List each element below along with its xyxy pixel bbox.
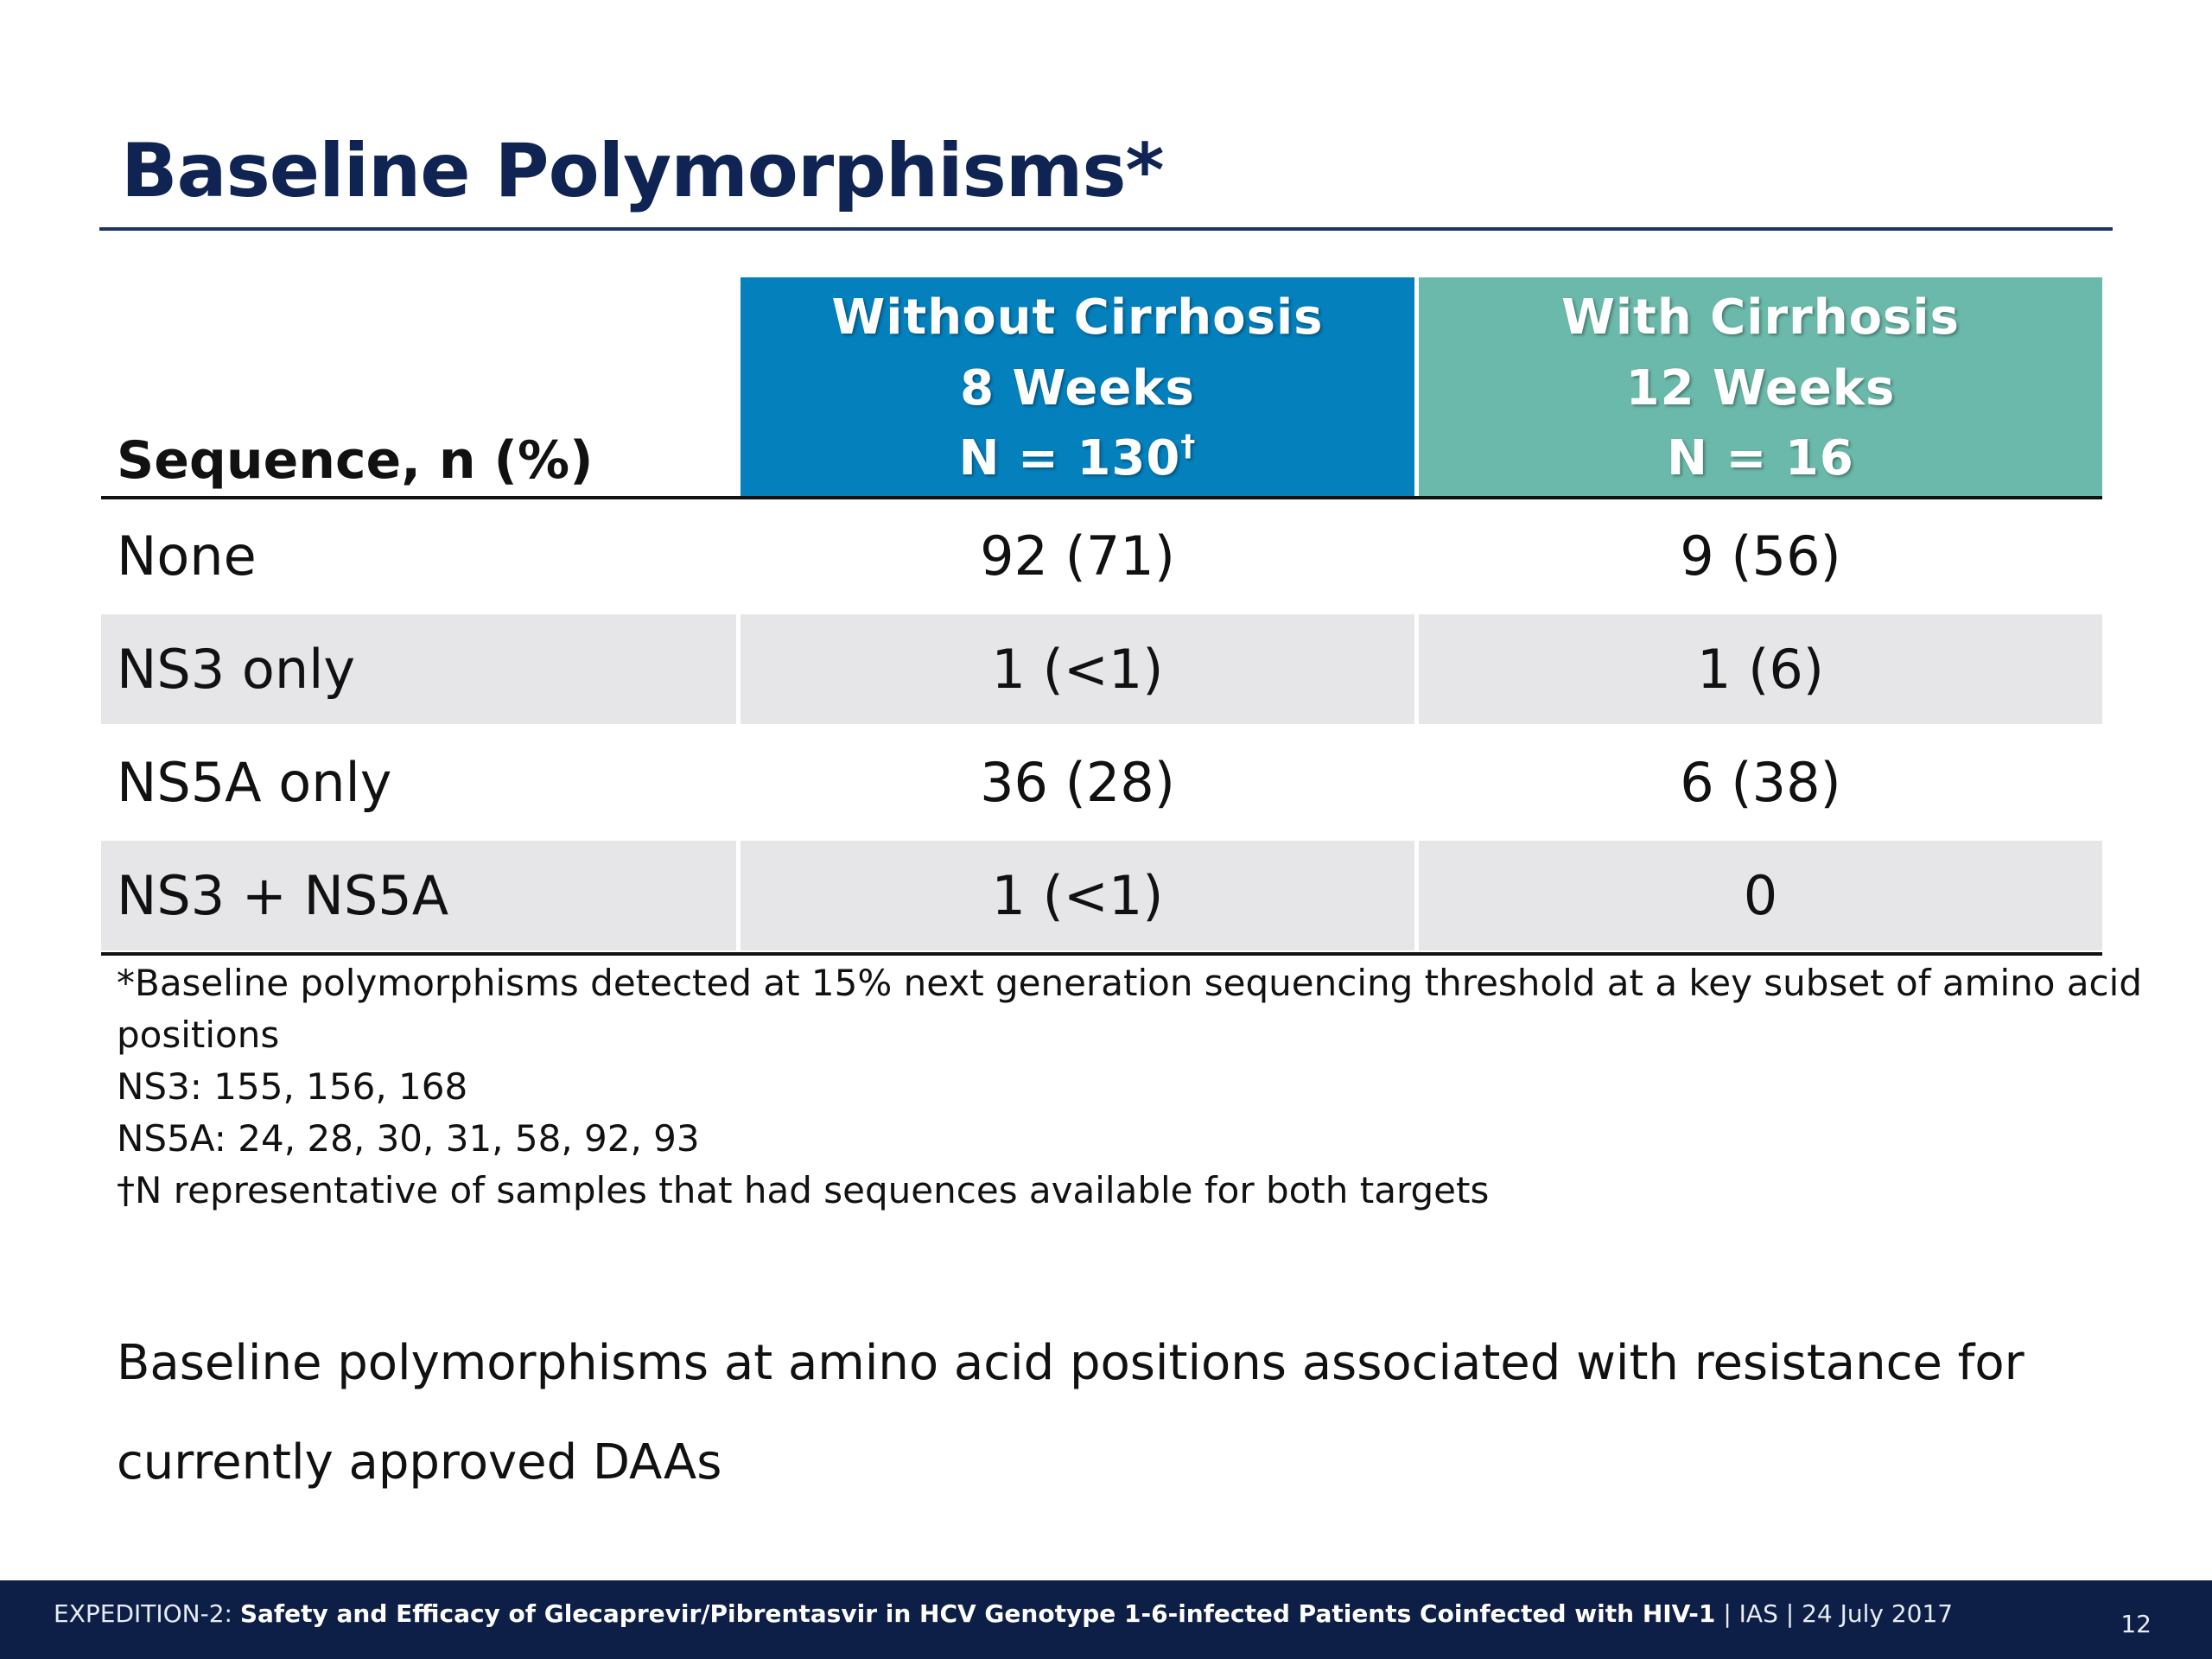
footer-meeting: | IAS | 24 July 2017 [1715,1599,1954,1628]
footer-description: Safety and Efficacy of Glecaprevir/Pibrentasvir in HCV Genotype 1-6-infected Patients Coinfected with HIV-1 [239,1599,1716,1628]
cell-value: 9 (56) [1680,524,1841,588]
cell-value: 92 (71) [980,524,1175,588]
column-header-line: 12 Weeks [1625,359,1896,416]
footnotes [117,957,2142,1217]
column-header-line: With Cirrhosis [1561,289,1960,346]
cell-value: 1 (6) [1697,638,1824,701]
row-label: NS3 only [117,638,356,701]
row-header-label: Sequence, n (%) [117,430,594,491]
footnote-line: †N representative of samples that had sequences available for both targets [117,1169,1490,1211]
row-label: NS5A only [117,751,392,814]
footnote-line: NS5A: 24, 28, 30, 31, 58, 92, 93 [117,1117,700,1160]
summary-line: currently approved DAAs [117,1434,722,1491]
column-header-line [741,427,1414,491]
dagger-mark: † [1180,429,1197,463]
row-label: NS3 + NS5A [117,864,449,927]
column-header-without-cirrhosis [741,277,1414,496]
summary-statement [117,1313,2104,1512]
summary-line: Baseline polymorphisms at amino acid positions associated with resistance for [117,1335,2024,1391]
footnote-line: positions [117,1014,280,1056]
table-row [101,499,2102,613]
slide-title: Baseline Polymorphisms* [121,128,1164,214]
slide-footer [0,1580,2212,1659]
cell-value: 1 (<1) [991,864,1164,927]
column-header-with-cirrhosis [1419,277,2102,496]
table-row [101,613,2102,726]
cell-value: 1 (<1) [991,638,1164,701]
footer-study: EXPEDITION-2: [54,1599,240,1628]
cell-value: 36 (28) [980,751,1175,814]
cell-value: 6 (38) [1680,751,1841,814]
column-n-value: N = 130 [958,430,1181,486]
column-header-line: 8 Weeks [960,359,1195,416]
page-number: 12 [2120,1610,2152,1638]
title-divider [99,227,2113,231]
footnote-line: NS3: 155, 156, 168 [117,1065,468,1108]
column-header-line: N = 16 [1667,430,1854,486]
cell-value: 0 [1743,864,1778,927]
table-header-row [101,277,2102,499]
row-label: None [117,524,257,588]
footnote-line: *Baseline polymorphisms detected at 15% next generation sequencing threshold at a key subset of amino acid [117,962,2142,1004]
polymorphism-table [101,277,2102,956]
table-row [101,726,2102,839]
table-row [101,839,2102,952]
column-header-line: Without Cirrhosis [831,289,1324,346]
footer-citation [54,1599,1953,1628]
table-bottom-rule [101,952,2102,956]
